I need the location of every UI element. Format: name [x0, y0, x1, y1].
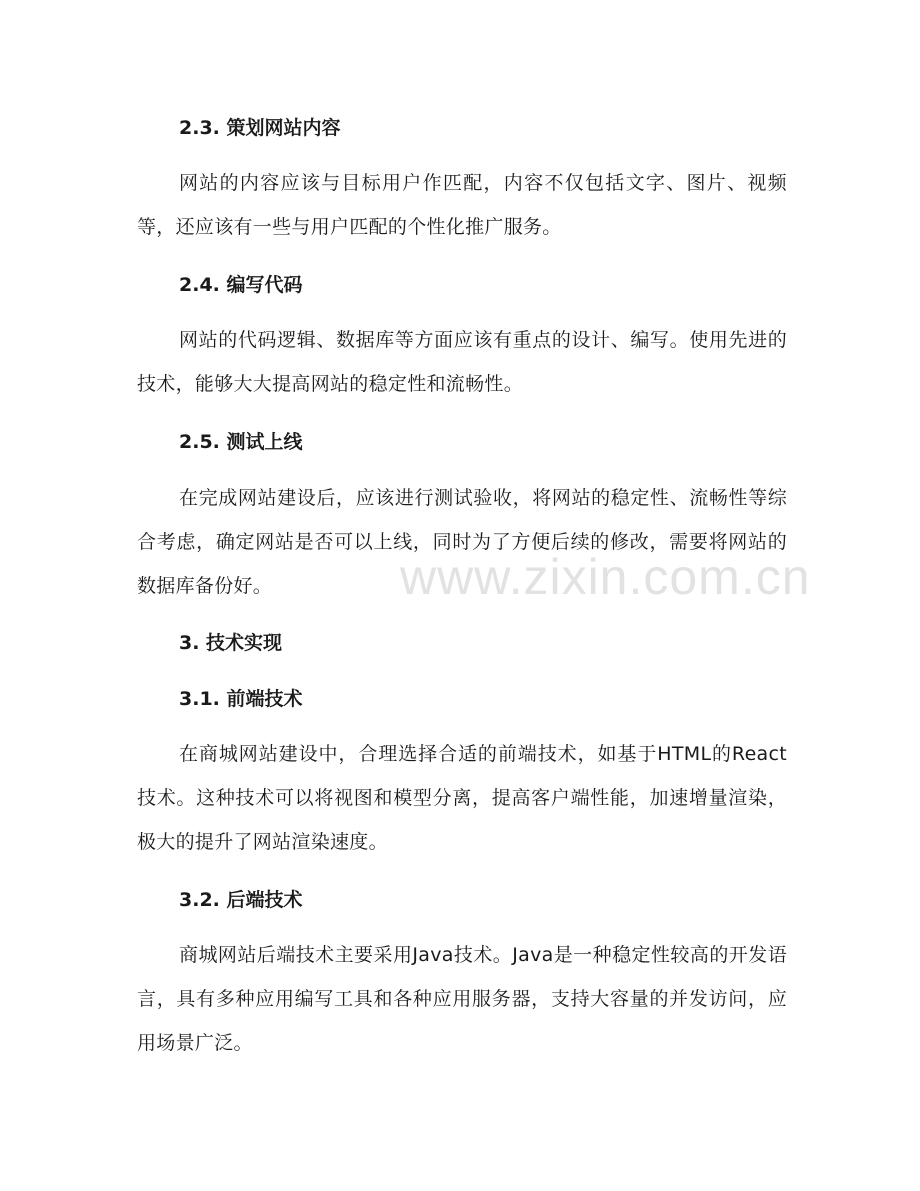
paragraph-3-2: 商城网站后端技术主要采用Java技术。Java是一种稳定性较高的开发语言，具有多种应用编写工具和各种应用服务器，支持大容量的并发访问，应用场景广泛。: [137, 944, 787, 1054]
watermark: www.zixin.com.cn: [400, 549, 811, 605]
heading-2-4: 2.4. 编写代码: [179, 274, 303, 296]
heading-3: 3. 技术实现: [179, 632, 283, 654]
paragraph-2-4: 网站的代码逻辑、数据库等方面应该有重点的设计、编写。使用先进的技术，能够大大提高网站的稳定性和流畅性。: [137, 329, 787, 395]
paragraph-2-5: 在完成网站建设后，应该进行测试验收，将网站的稳定性、流畅性等综合考虑，确定网站是否可以上线，同时为了方便后续的修改，需要将网站的数据库备份好。: [137, 487, 787, 597]
heading-3-1: 3.1. 前端技术: [179, 688, 303, 710]
paragraph-2-3: 网站的内容应该与目标用户作匹配，内容不仅包括文字、图片、视频等，还应该有一些与用户匹配的个性化推广服务。: [137, 172, 787, 238]
heading-2-3: 2.3. 策划网站内容: [179, 117, 341, 139]
paragraph-3-1: 在商城网站建设中，合理选择合适的前端技术，如基于HTML的React技术。这种技术可以将视图和模型分离，提高客户端性能，加速增量渲染，极大的提升了网站渲染速度。: [137, 743, 787, 853]
heading-3-2: 3.2. 后端技术: [179, 889, 303, 911]
heading-2-5: 2.5. 测试上线: [179, 431, 303, 453]
